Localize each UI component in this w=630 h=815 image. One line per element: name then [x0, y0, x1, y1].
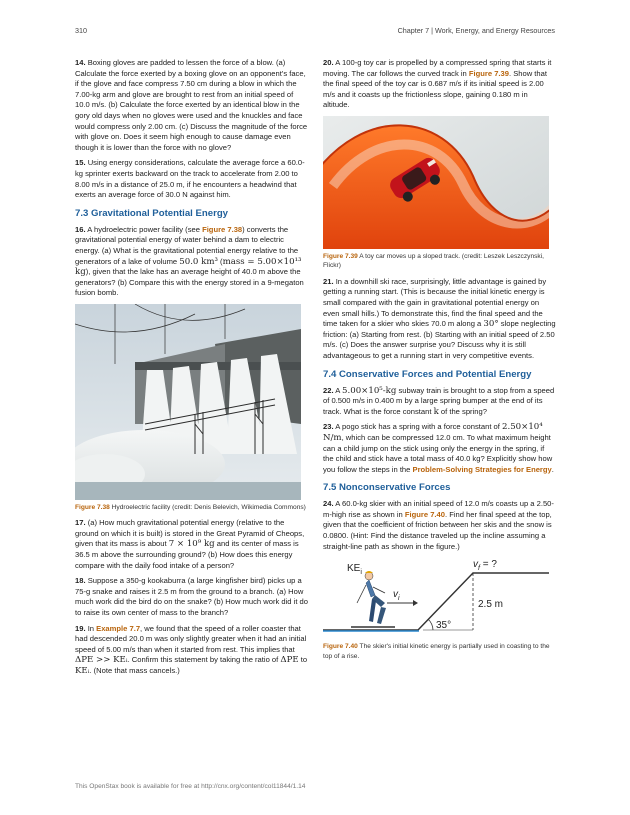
vi-label: $v_i$ — [393, 589, 400, 603]
angle-label: 35° — [436, 620, 452, 632]
figure-7-38-caption: Figure 7.38 Hydroelectric facility (credit: Denis Belevich, Wikimedia Commons) — [75, 503, 306, 511]
skier-figure — [351, 571, 395, 627]
figure-7-40-link[interactable]: Figure 7.40 — [404, 509, 445, 519]
ke-label: $KE_i$ — [347, 563, 362, 577]
problem-14: 14. Boxing gloves are padded to lessen the force of a blow. (a) Calculate the force exerted by a boxing glove on an opponent's face, if the glove and face compress 7.50 cm during a blow in which the 7.00-kg arm and glove are brought to rest from an initial speed of 10.0 m/s. (b) Calculate the force exerted by an identical blow in the gory old days when no gloves were used and the knuckles and face would compress only 2.00 cm. (c) Discuss the magnitude of the force with glove on. Does it seem high enough to cause damage even though it is lower than the force with no glove? — [75, 58, 308, 152]
problem-17: 17. (a) How much gravitational potential energy (relative to the ground on which it is built) is stored in the Great Pyramid of Cheops, given that its mass is about 7 × 10⁹ kg and its center of mass is 36.5 m above the surrounding ground? (b) How does this energy compare with the daily food intake of a person? — [75, 518, 305, 570]
section-heading-7-3: 7.3 Gravitational Potential Energy — [75, 207, 229, 219]
chapter-title: Chapter 7 | Work, Energy, and Energy Resources — [397, 26, 555, 35]
figure-7-39-caption: Figure 7.39 A toy car moves up a sloped track. (credit: Leszek Leszczynski, Flickr) — [323, 252, 544, 270]
footer-note: This OpenStax book is available for free at http://cnx.org/content/col11844/1.14 — [75, 783, 306, 790]
problem-22: 22. A 5.00×10⁵-kg subway train is brought to a stop from a speed of 0.500 m/s in 0.400 m by a large spring bumper at the end of its track. What is the force constant k of the spring? — [323, 385, 555, 417]
right-column — [323, 58, 556, 667]
hydroelectric-dam-photo — [75, 304, 301, 500]
vf-label: $v_f$ = ? — [473, 559, 497, 573]
problem-20: 20. A 100-g toy car is propelled by a compressed spring that starts it moving. The car follows the curved track in Figure 7.39. Show that the final speed of the toy car is 0.687 m/s if its initial speed is 2.00 m/s and it coasts up the frictionless slope, gaining 0.180 m in altitude. — [323, 58, 552, 110]
section-heading-7-5: 7.5 Nonconservative Forces — [323, 482, 451, 494]
figure-7-40-caption: Figure 7.40 The skier's initial kinetic energy is partially used in coasting to the top of a rise. — [323, 643, 550, 660]
section-heading-7-4: 7.4 Conservative Forces and Potential Energy — [323, 368, 532, 380]
problem-19: 19. In Example 7.7, we found that the speed of a roller coaster that had descended 20.0 m was only slightly greater when it had an initial speed of 5.00 m/s than when it started from rest. This implies that ΔPE >> KEᵢ. Confirm this statement by taking the ratio of ΔPE to KEᵢ. (Note that mass cancels.) — [75, 623, 308, 676]
problem-21: 21. In a downhill ski race, surprisingly, little advantage is gained by getting a running start. (This is because the initial kinetic energy is small compared with the gain in gravitational potential energy on even small hills.) To demonstrate this, find the final speed and the time taken for a skier who skies 70.0 m along a 30° slope neglecting friction: (a) Starting from rest. (b) Starting with an initial speed of 2.50 m/s. (c) Does the answer surprise you? Discuss why it is still advantageous to get a running start in very competitive events. — [323, 276, 556, 360]
problem-16: 16. A hydroelectric power facility (see Figure 7.38) converts the gravitational potential energy of water behind a dam to electric energy. (a) What is the gravitational potential energy relative to the generators of a lake of volume 50.0 km³ (mass = 5.00×10¹³ kg), given that the lake has an average height of 40.0 m above the generators? (b) Compare this with the energy stored in a 9-megaton fusion bomb. — [75, 224, 304, 298]
page-number: 310 — [75, 26, 87, 35]
height-label: 2.5 m — [478, 599, 504, 611]
problem-18: 18. Suppose a 350-g kookaburra (a large kingfisher bird) picks up a 75-g snake and raises it 2.5 m from the ground to a branch. (a) How much work did the bird do on the snake? (b) How much work did it do to raise its own center of mass to the branch? — [75, 576, 308, 618]
left-column — [75, 58, 308, 682]
problem-solving-strategies-link[interactable]: Problem-Solving Strategies for Energy — [412, 464, 552, 474]
figure-7-39-link[interactable]: Figure 7.39 — [468, 68, 509, 78]
toy-car-track-photo — [323, 116, 549, 249]
example-7-7-link[interactable]: Example 7.7 — [96, 623, 141, 633]
skier-incline-diagram — [323, 557, 549, 639]
problem-15: 15. Using energy considerations, calculate the average force a 60.0-kg sprinter exerts backward on the track to accelerate from 2.00 to 8.00 m/s in a distance of 25.0 m, if he encounters a headwind that exerts an average force of 30.0 N against him. — [75, 158, 305, 200]
figure-7-38-link[interactable]: Figure 7.38 — [202, 224, 243, 234]
problem-23: 23. A pogo stick has a spring with a force constant of 2.50×10⁴ N/m, which can be compressed 12.0 cm. To what maximum height can a child jump on the stick using only the energy in the spring, if the child and stick have a total mass of 40.0 kg? Explicitly show how you follow the steps in the Problem-Solving Strategies for Energy. — [323, 422, 554, 474]
problem-24: 24. A 60.0-kg skier with an initial speed of 12.0 m/s coasts up a 2.50-m-high rise as shown in Figure 7.40. Find her final speed at the top, given that the coefficient of friction between her skis and the snow is 0.0800. (Hint: Find the distance traveled up the incline assuming a straight-line path as shown in the figure.) — [323, 499, 554, 551]
